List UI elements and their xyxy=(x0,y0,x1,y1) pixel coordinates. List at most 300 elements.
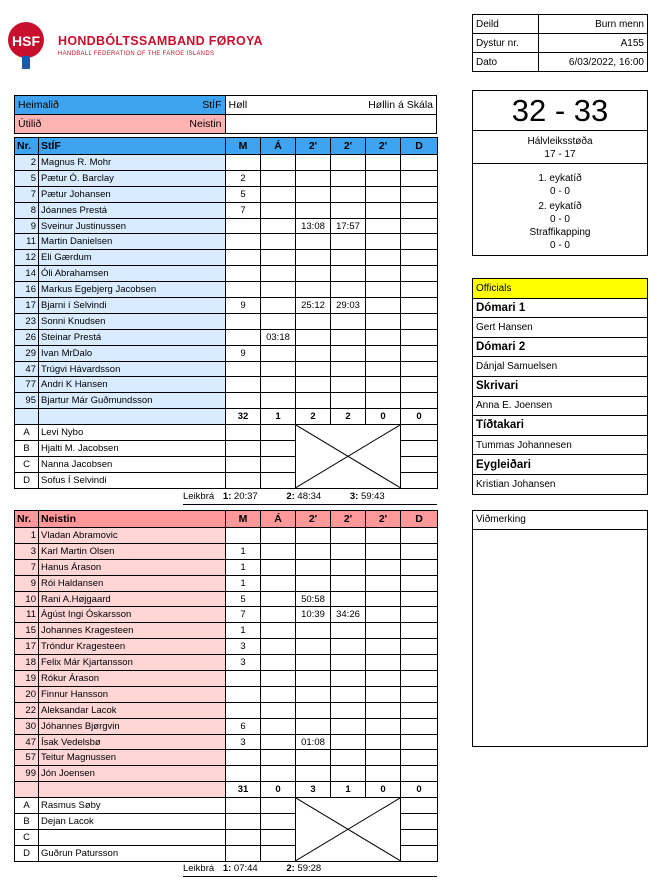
player-disqualification xyxy=(401,202,438,218)
player-suspension-1 xyxy=(296,266,331,282)
player-name: Pætur Johansen xyxy=(39,186,226,202)
player-suspension-3 xyxy=(366,639,401,655)
official-warning xyxy=(261,441,296,457)
col-suspension-2: 2' xyxy=(331,138,366,155)
player-suspension-3 xyxy=(366,298,401,314)
player-row xyxy=(15,559,438,575)
player-warning xyxy=(261,718,296,734)
player-suspension-3 xyxy=(366,686,401,702)
player-name: Finnur Hansson xyxy=(39,686,226,702)
player-suspension-3 xyxy=(366,377,401,393)
player-name: Rani A.Højgaard xyxy=(39,591,226,607)
player-goals: 1 xyxy=(226,543,261,559)
total-warnings: 1 xyxy=(261,409,296,425)
player-goals xyxy=(226,282,261,298)
player-goals: 6 xyxy=(226,718,261,734)
totals-spacer xyxy=(15,409,39,425)
player-number: 3 xyxy=(15,543,39,559)
player-suspension-1 xyxy=(296,155,331,171)
col-disqualification: D xyxy=(401,138,438,155)
player-warning xyxy=(261,377,296,393)
player-goals xyxy=(226,155,261,171)
overtime-2-label: 2. eykatíð xyxy=(538,201,582,212)
penalties-label: Straffikapping xyxy=(529,227,591,238)
player-suspension-3 xyxy=(366,186,401,202)
player-goals: 1 xyxy=(226,623,261,639)
official-name: Rasmus Søby xyxy=(39,798,226,814)
player-row xyxy=(15,155,438,171)
player-name: Hanus Árason xyxy=(39,559,226,575)
player-disqualification xyxy=(401,250,438,266)
officials-title: Officials xyxy=(473,279,648,299)
player-goals: 1 xyxy=(226,559,261,575)
col-warning: Á xyxy=(261,138,296,155)
player-warning xyxy=(261,702,296,718)
player-suspension-2 xyxy=(331,671,366,687)
official-role: Eygleiðari xyxy=(473,455,648,475)
timeout-2-label: 2: xyxy=(286,491,295,502)
player-row xyxy=(15,313,438,329)
player-disqualification xyxy=(401,607,438,623)
player-row xyxy=(15,750,438,766)
info-value: 6/03/2022, 16:00 xyxy=(539,53,648,72)
player-number: 19 xyxy=(15,671,39,687)
player-row xyxy=(15,202,438,218)
player-suspension-1: 01:08 xyxy=(296,734,331,750)
totals-row xyxy=(15,782,438,798)
player-suspension-1: 10:39 xyxy=(296,607,331,623)
score-box xyxy=(472,90,648,256)
player-disqualification xyxy=(401,623,438,639)
player-goals xyxy=(226,393,261,409)
player-suspension-1 xyxy=(296,282,331,298)
player-disqualification xyxy=(401,639,438,655)
official-disqualification xyxy=(401,456,438,472)
player-suspension-1 xyxy=(296,313,331,329)
total-disqualification: 0 xyxy=(401,782,438,798)
player-warning xyxy=(261,639,296,655)
player-suspension-3 xyxy=(366,202,401,218)
player-suspension-1 xyxy=(296,345,331,361)
comments-title: Viðmerking xyxy=(473,511,647,530)
official-warning xyxy=(261,456,296,472)
player-number: 16 xyxy=(15,282,39,298)
player-row xyxy=(15,528,438,544)
player-name: Pætur Ó. Barclay xyxy=(39,170,226,186)
total-suspension-1: 2 xyxy=(296,409,331,425)
player-row xyxy=(15,671,438,687)
player-name: Karl Martin Olsen xyxy=(39,543,226,559)
player-name: Eli Gærdum xyxy=(39,250,226,266)
official-name: Levi Nybo xyxy=(39,425,226,441)
player-disqualification xyxy=(401,543,438,559)
player-number: 7 xyxy=(15,186,39,202)
total-suspension-3: 0 xyxy=(366,782,401,798)
player-suspension-2 xyxy=(331,718,366,734)
player-suspension-1 xyxy=(296,528,331,544)
player-suspension-3 xyxy=(366,250,401,266)
player-suspension-2 xyxy=(331,559,366,575)
player-row xyxy=(15,329,438,345)
player-goals: 3 xyxy=(226,639,261,655)
divider xyxy=(473,163,647,164)
player-row xyxy=(15,718,438,734)
player-name: Bjartur Már Guðmundsson xyxy=(39,393,226,409)
player-goals xyxy=(226,361,261,377)
player-disqualification xyxy=(401,313,438,329)
player-warning xyxy=(261,170,296,186)
player-goals xyxy=(226,218,261,234)
player-suspension-1 xyxy=(296,393,331,409)
player-suspension-1 xyxy=(296,686,331,702)
official-role: Dómari 2 xyxy=(473,337,648,357)
player-suspension-3 xyxy=(366,718,401,734)
official-role: Tíðtakari xyxy=(473,416,648,436)
totals-spacer xyxy=(39,782,226,798)
player-number: 7 xyxy=(15,559,39,575)
player-suspension-2 xyxy=(331,202,366,218)
col-suspension-3: 2' xyxy=(366,138,401,155)
teams-header xyxy=(14,95,437,134)
player-row xyxy=(15,170,438,186)
info-row-date xyxy=(473,53,648,72)
player-suspension-1: 25:12 xyxy=(296,298,331,314)
official-warning xyxy=(261,425,296,441)
player-warning xyxy=(261,671,296,687)
col-goals: M xyxy=(226,138,261,155)
player-name: Rói Haldansen xyxy=(39,575,226,591)
official-warning xyxy=(261,845,296,861)
total-warnings: 0 xyxy=(261,782,296,798)
player-row xyxy=(15,702,438,718)
player-name: Ivan MrDalo xyxy=(39,345,226,361)
official-name: Dejan Lacok xyxy=(39,814,226,830)
player-number: 15 xyxy=(15,623,39,639)
player-suspension-1 xyxy=(296,766,331,782)
player-warning xyxy=(261,393,296,409)
col-suspension-2: 2' xyxy=(331,511,366,528)
player-suspension-3 xyxy=(366,655,401,671)
player-number: 77 xyxy=(15,377,39,393)
player-suspension-3 xyxy=(366,345,401,361)
player-number: 11 xyxy=(15,234,39,250)
player-warning xyxy=(261,186,296,202)
officials-table xyxy=(472,278,648,495)
timeouts-label: Leikbrá xyxy=(183,863,215,874)
player-name: Markus Egebjerg Jacobsen xyxy=(39,282,226,298)
player-name: Jóhannes Bjørgvin xyxy=(39,718,226,734)
player-suspension-1 xyxy=(296,202,331,218)
player-suspension-2: 17:57 xyxy=(331,218,366,234)
away-team-name: Neistin xyxy=(189,118,222,130)
player-row xyxy=(15,575,438,591)
player-suspension-2 xyxy=(331,702,366,718)
home-label: Heimalið xyxy=(18,99,59,111)
player-warning xyxy=(261,298,296,314)
official-warning xyxy=(261,472,296,488)
official-goals xyxy=(226,425,261,441)
home-timeouts xyxy=(183,491,437,505)
player-row xyxy=(15,734,438,750)
total-disqualification: 0 xyxy=(401,409,438,425)
player-warning xyxy=(261,559,296,575)
overtime-2-score: 0 - 0 xyxy=(549,214,570,225)
official-warning xyxy=(261,798,296,814)
player-disqualification xyxy=(401,734,438,750)
player-suspension-3 xyxy=(366,313,401,329)
player-warning xyxy=(261,361,296,377)
player-number: 5 xyxy=(15,170,39,186)
player-warning xyxy=(261,623,296,639)
player-row xyxy=(15,234,438,250)
official-disqualification xyxy=(401,425,438,441)
player-goals xyxy=(226,250,261,266)
player-suspension-2 xyxy=(331,766,366,782)
col-suspension-1: 2' xyxy=(296,138,331,155)
timeout-1-label: 1: xyxy=(222,863,232,874)
player-suspension-1 xyxy=(296,250,331,266)
player-row xyxy=(15,607,438,623)
player-number: 29 xyxy=(15,345,39,361)
player-warning xyxy=(261,766,296,782)
player-suspension-3 xyxy=(366,282,401,298)
player-goals: 7 xyxy=(226,202,261,218)
player-number: 17 xyxy=(15,298,39,314)
player-suspension-1: 13:08 xyxy=(296,218,331,234)
federation-name: HONDBÓLTSSAMBAND FØROYA xyxy=(58,34,263,48)
col-warning: Á xyxy=(261,511,296,528)
player-suspension-1 xyxy=(296,623,331,639)
player-warning xyxy=(261,543,296,559)
player-suspension-2 xyxy=(331,655,366,671)
player-suspension-2 xyxy=(331,266,366,282)
timeout-1: 20:37 xyxy=(233,491,258,502)
player-warning xyxy=(261,202,296,218)
player-disqualification xyxy=(401,655,438,671)
player-suspension-1 xyxy=(296,750,331,766)
player-warning xyxy=(261,234,296,250)
player-goals xyxy=(226,377,261,393)
info-row-match-number xyxy=(473,34,648,53)
official-goals xyxy=(226,798,261,814)
crossed-out-area xyxy=(296,798,401,862)
player-goals xyxy=(226,686,261,702)
player-disqualification xyxy=(401,377,438,393)
player-suspension-2 xyxy=(331,543,366,559)
player-warning xyxy=(261,607,296,623)
player-goals: 5 xyxy=(226,186,261,202)
player-goals xyxy=(226,528,261,544)
player-name: Johannes Kragesteen xyxy=(39,623,226,639)
totals-spacer xyxy=(15,782,39,798)
player-suspension-1 xyxy=(296,575,331,591)
player-disqualification xyxy=(401,575,438,591)
official-letter: D xyxy=(15,472,39,488)
official-disqualification xyxy=(401,798,438,814)
player-warning xyxy=(261,528,296,544)
player-suspension-2 xyxy=(331,234,366,250)
player-name: Felix Már Kjartansson xyxy=(39,655,226,671)
hall-cell xyxy=(225,96,436,115)
player-number: 11 xyxy=(15,607,39,623)
player-suspension-3 xyxy=(366,607,401,623)
timeout-1: 07:44 xyxy=(233,863,258,874)
official-goals xyxy=(226,814,261,830)
player-row xyxy=(15,361,438,377)
official-letter: B xyxy=(15,441,39,457)
info-value: Burn menn xyxy=(539,15,648,34)
player-suspension-2 xyxy=(331,329,366,345)
player-row xyxy=(15,186,438,202)
timeout-2: 48:34 xyxy=(297,491,322,502)
official-letter: D xyxy=(15,845,39,861)
player-suspension-3 xyxy=(366,671,401,687)
player-number: 14 xyxy=(15,266,39,282)
player-name: Ágúst Ingi Óskarsson xyxy=(39,607,226,623)
col-team: Neistin xyxy=(39,511,226,528)
total-suspension-1: 3 xyxy=(296,782,331,798)
player-disqualification xyxy=(401,671,438,687)
player-name: Teitur Magnussen xyxy=(39,750,226,766)
player-suspension-3 xyxy=(366,266,401,282)
overtime-1-label: 1. eykatíð xyxy=(538,173,582,184)
totals-row xyxy=(15,409,438,425)
player-warning: 03:18 xyxy=(261,329,296,345)
total-suspension-2: 1 xyxy=(331,782,366,798)
official-disqualification xyxy=(401,814,438,830)
player-warning xyxy=(261,575,296,591)
player-suspension-1 xyxy=(296,655,331,671)
player-disqualification xyxy=(401,345,438,361)
player-disqualification xyxy=(401,282,438,298)
player-warning xyxy=(261,218,296,234)
player-goals: 5 xyxy=(226,591,261,607)
total-suspension-2: 2 xyxy=(331,409,366,425)
player-suspension-2 xyxy=(331,575,366,591)
col-goals: M xyxy=(226,511,261,528)
player-disqualification xyxy=(401,266,438,282)
player-row xyxy=(15,543,438,559)
player-goals xyxy=(226,313,261,329)
player-goals xyxy=(226,266,261,282)
player-suspension-3 xyxy=(366,543,401,559)
player-name: Rókur Árason xyxy=(39,671,226,687)
player-suspension-3 xyxy=(366,575,401,591)
player-suspension-3 xyxy=(366,559,401,575)
player-name: Martin Danielsen xyxy=(39,234,226,250)
player-warning xyxy=(261,686,296,702)
official-warning xyxy=(261,814,296,830)
player-number: 30 xyxy=(15,718,39,734)
team-official-row xyxy=(15,425,438,441)
player-goals: 1 xyxy=(226,575,261,591)
player-row xyxy=(15,298,438,314)
player-goals: 7 xyxy=(226,607,261,623)
player-suspension-1: 50:58 xyxy=(296,591,331,607)
player-suspension-2 xyxy=(331,623,366,639)
info-row-division xyxy=(473,15,648,34)
official-disqualification xyxy=(401,829,438,845)
player-number: 47 xyxy=(15,734,39,750)
player-number: 20 xyxy=(15,686,39,702)
player-suspension-2: 34:26 xyxy=(331,607,366,623)
player-suspension-2 xyxy=(331,639,366,655)
player-warning xyxy=(261,655,296,671)
player-number: 47 xyxy=(15,361,39,377)
col-suspension-1: 2' xyxy=(296,511,331,528)
official-name: Gert Hansen xyxy=(473,318,648,338)
player-warning xyxy=(261,266,296,282)
official-letter: A xyxy=(15,425,39,441)
player-disqualification xyxy=(401,218,438,234)
player-goals: 9 xyxy=(226,298,261,314)
player-warning xyxy=(261,591,296,607)
player-suspension-2 xyxy=(331,170,366,186)
official-name: Hjalti M. Jacobsen xyxy=(39,441,226,457)
player-name: Vladan Abramovic xyxy=(39,528,226,544)
player-suspension-2 xyxy=(331,282,366,298)
player-disqualification xyxy=(401,750,438,766)
player-name: Bjarni í Selvindi xyxy=(39,298,226,314)
federation-subtitle: HANDBALL FEDERATION OF THE FAROE ISLANDS xyxy=(58,51,215,57)
player-name: Jón Joensen xyxy=(39,766,226,782)
player-name: Steinar Prestá xyxy=(39,329,226,345)
player-suspension-1 xyxy=(296,718,331,734)
player-suspension-1 xyxy=(296,329,331,345)
player-number: 12 xyxy=(15,250,39,266)
player-suspension-3 xyxy=(366,218,401,234)
player-suspension-3 xyxy=(366,155,401,171)
total-goals: 32 xyxy=(226,409,261,425)
player-name: Óli Abrahamsen xyxy=(39,266,226,282)
player-disqualification xyxy=(401,528,438,544)
player-suspension-3 xyxy=(366,393,401,409)
official-letter: C xyxy=(15,456,39,472)
player-suspension-3 xyxy=(366,750,401,766)
col-nr: Nr. xyxy=(15,511,39,528)
player-suspension-2 xyxy=(331,591,366,607)
player-number: 57 xyxy=(15,750,39,766)
player-number: 1 xyxy=(15,528,39,544)
player-number: 9 xyxy=(15,575,39,591)
halftime-label: Hálvleiksstøða xyxy=(527,136,593,147)
player-row xyxy=(15,591,438,607)
player-row xyxy=(15,345,438,361)
player-number: 17 xyxy=(15,639,39,655)
player-disqualification xyxy=(401,361,438,377)
home-roster-table xyxy=(14,137,438,489)
cross-out-icon xyxy=(296,798,400,861)
player-suspension-1 xyxy=(296,234,331,250)
player-suspension-3 xyxy=(366,734,401,750)
player-suspension-2 xyxy=(331,155,366,171)
player-suspension-2: 29:03 xyxy=(331,298,366,314)
official-role: Dómari 1 xyxy=(473,298,648,318)
final-score: 32 - 33 xyxy=(473,91,647,131)
official-name: Sofus Í Selvindi xyxy=(39,472,226,488)
player-name: Tróndur Kragesteen xyxy=(39,639,226,655)
crossed-out-area xyxy=(296,425,401,489)
player-disqualification xyxy=(401,718,438,734)
player-disqualification xyxy=(401,234,438,250)
player-row xyxy=(15,266,438,282)
player-goals xyxy=(226,329,261,345)
timeout-2-label: 2: xyxy=(286,863,295,874)
player-suspension-3 xyxy=(366,702,401,718)
player-disqualification xyxy=(401,686,438,702)
player-warning xyxy=(261,282,296,298)
player-goals xyxy=(226,750,261,766)
